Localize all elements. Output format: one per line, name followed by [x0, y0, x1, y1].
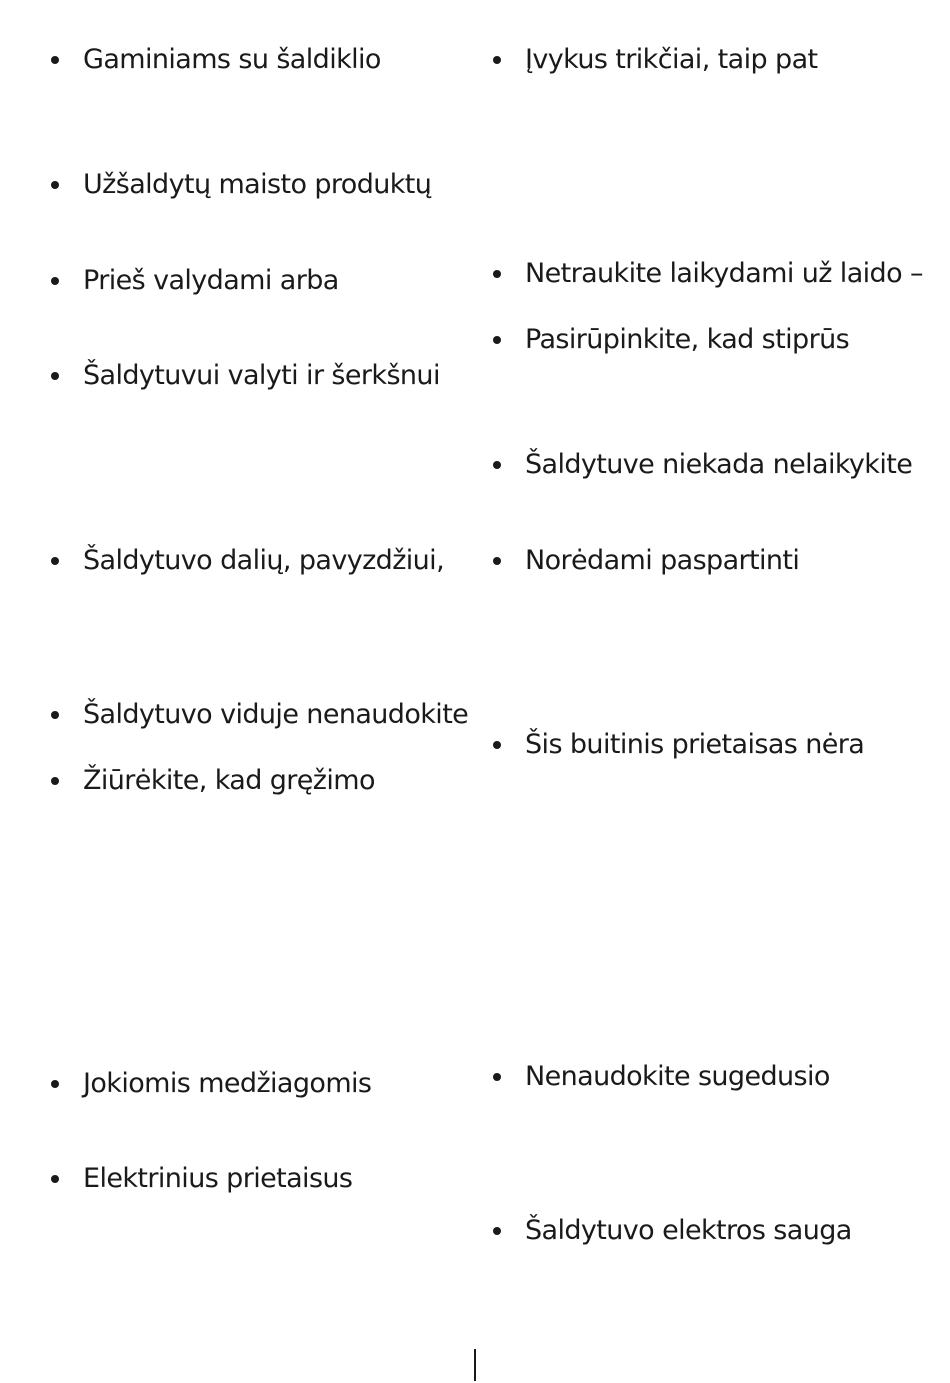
- page-separator-mark: [474, 1349, 476, 1381]
- list-item: Šaldytuve niekada nelaikykite: [525, 449, 913, 480]
- bullet-marker: [51, 56, 59, 64]
- bullet-marker: [51, 277, 59, 285]
- bullet-marker: [51, 557, 59, 565]
- list-item: Šis buitinis prietaisas nėra: [525, 729, 865, 760]
- list-item: Norėdami paspartinti: [525, 545, 800, 576]
- list-item: Nenaudokite sugedusio: [525, 1061, 830, 1092]
- list-item: Užšaldytų maisto produktų: [83, 169, 432, 200]
- list-item: Jokiomis medžiagomis: [83, 1068, 372, 1099]
- list-item: Šaldytuvui valyti ir šerkšnui: [83, 360, 440, 391]
- bullet-marker: [493, 1227, 501, 1235]
- bullet-marker: [493, 741, 501, 749]
- bullet-marker: [493, 1073, 501, 1081]
- bullet-marker: [51, 711, 59, 719]
- bullet-marker: [51, 1175, 59, 1183]
- list-item: Šaldytuvo dalių, pavyzdžiui,: [83, 545, 445, 576]
- list-item: Šaldytuvo viduje nenaudokite: [83, 699, 469, 730]
- bullet-marker: [51, 372, 59, 380]
- list-item: Įvykus trikčiai, taip pat: [525, 44, 818, 75]
- bullet-marker: [493, 461, 501, 469]
- bullet-marker: [493, 336, 501, 344]
- list-item: Elektrinius prietaisus: [83, 1163, 353, 1194]
- list-item: Prieš valydami arba: [83, 265, 339, 296]
- list-item: Gaminiams su šaldiklio: [83, 44, 381, 75]
- bullet-marker: [493, 56, 501, 64]
- bullet-marker: [51, 181, 59, 189]
- bullet-marker: [51, 777, 59, 785]
- list-item: Šaldytuvo elektros sauga: [525, 1215, 852, 1246]
- bullet-marker: [493, 557, 501, 565]
- bullet-marker: [493, 270, 501, 278]
- bullet-marker: [51, 1080, 59, 1088]
- list-item: Žiūrėkite, kad gręžimo: [83, 765, 375, 796]
- list-item: Pasirūpinkite, kad stiprūs: [525, 324, 850, 355]
- list-item: Netraukite laikydami už laido –: [525, 258, 923, 289]
